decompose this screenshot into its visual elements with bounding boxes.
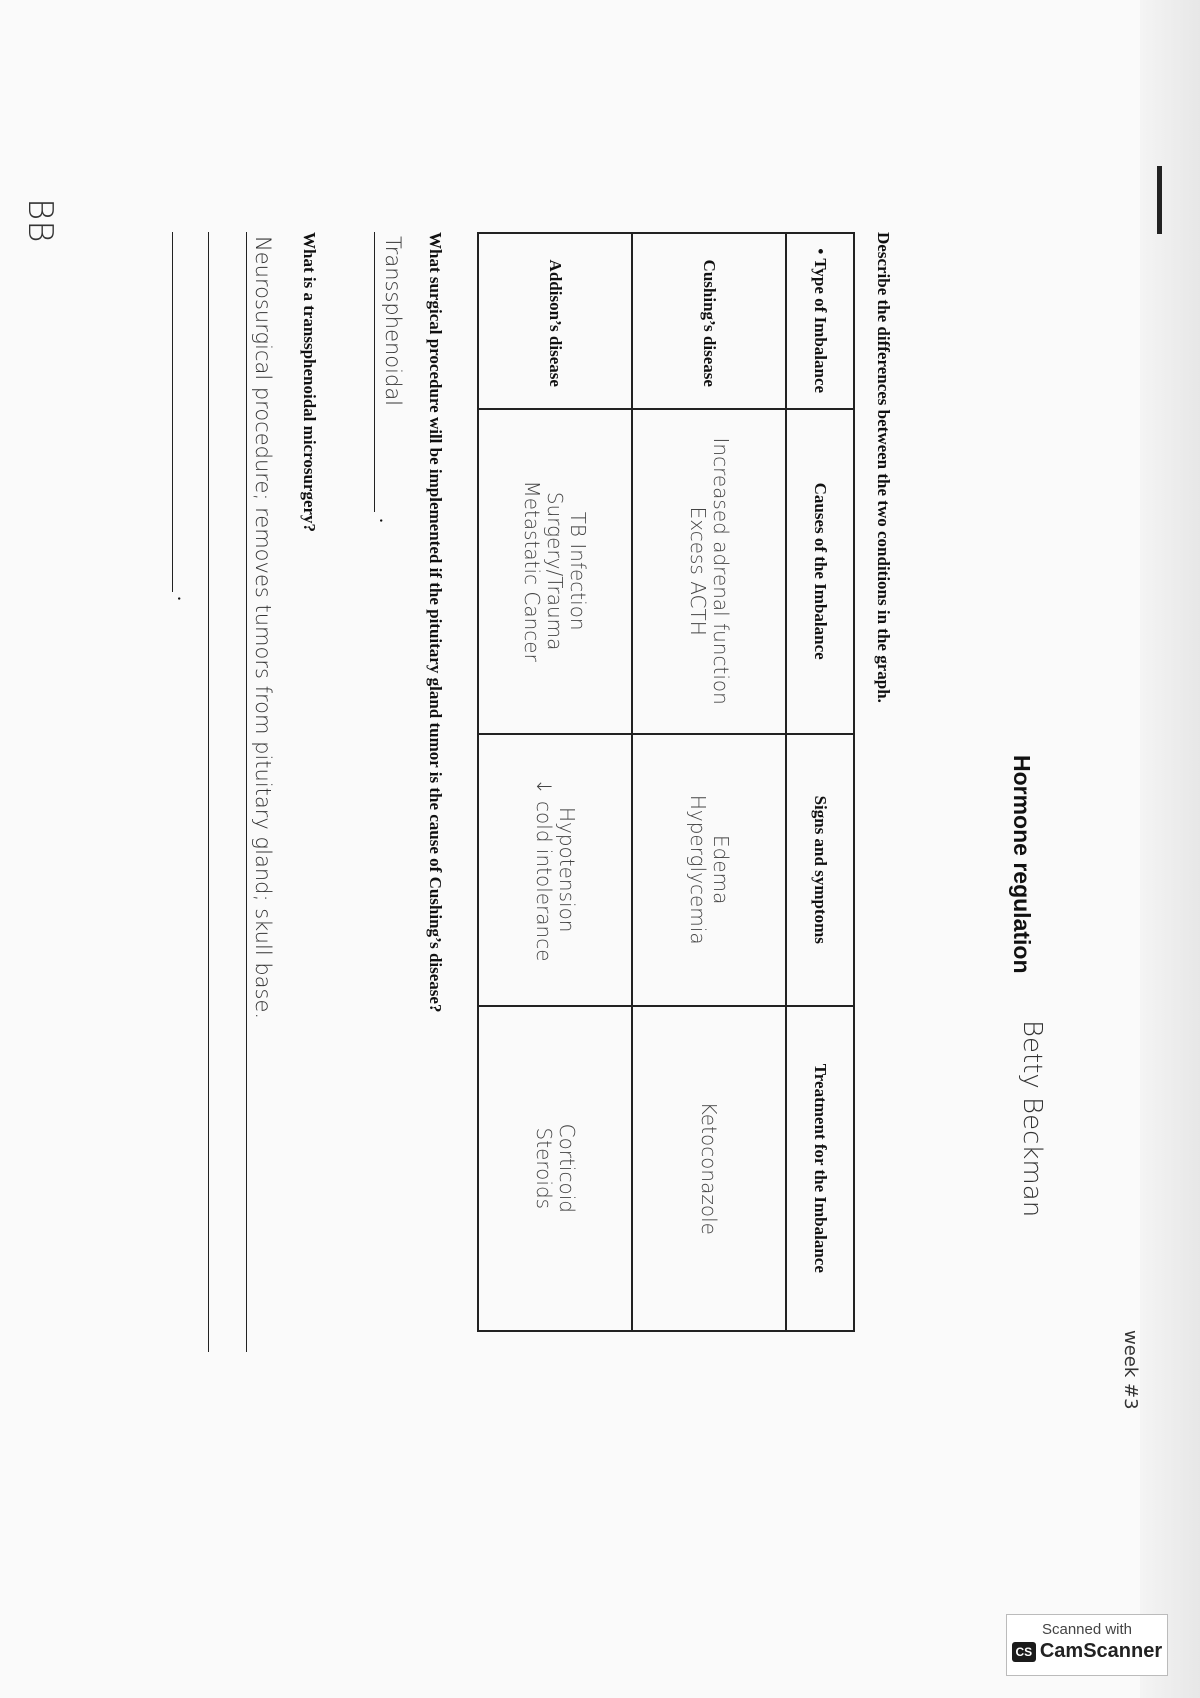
table-header-row bbox=[786, 233, 854, 1331]
handwritten-answer: Steroids bbox=[532, 1127, 556, 1210]
handwritten-answer: Hypotension bbox=[555, 806, 579, 933]
column-header-signs: Signs and symptoms bbox=[786, 734, 854, 1006]
column-header-causes: Causes of the Imbalance bbox=[786, 409, 854, 734]
cell-treatment-addisons bbox=[478, 1006, 632, 1331]
margin-mark bbox=[1157, 166, 1162, 234]
cell-signs-addisons bbox=[478, 734, 632, 1006]
handwritten-answer: Surgery/Trauma bbox=[543, 491, 568, 651]
answer-period: . bbox=[375, 518, 397, 523]
answer-period: . bbox=[173, 596, 195, 601]
answer-surgical-procedure: Transsphenoidal bbox=[381, 236, 405, 407]
handwritten-week-label: week #3 bbox=[1120, 1330, 1141, 1410]
handwritten-answer: Excess ACTH bbox=[686, 506, 710, 636]
handwritten-answer: Increased adrenal function bbox=[709, 437, 733, 705]
handwritten-answer: Metastatic Cancer bbox=[520, 480, 545, 662]
table-row-addisons bbox=[478, 233, 632, 1331]
cell-treatment-cushings bbox=[632, 1006, 786, 1331]
answer-transsphenoidal: Neurosurgical procedure; removes tumors from pituitary gland; skull base. bbox=[251, 236, 275, 1020]
handwritten-answer: Hyperglycemia bbox=[686, 794, 710, 945]
watermark-brand bbox=[1012, 1640, 1162, 1663]
handwritten-answer: TB Infection bbox=[566, 511, 591, 631]
watermark-brand-name: CamScanner bbox=[1039, 1640, 1163, 1662]
handwritten-initials: BB bbox=[20, 198, 60, 243]
answer-line bbox=[374, 232, 375, 512]
student-name: Betty Beckman bbox=[1017, 1020, 1047, 1218]
row-label-cushings: Cushing’s disease bbox=[632, 233, 786, 409]
camscanner-logo-icon: CS bbox=[1012, 1642, 1036, 1662]
answer-line bbox=[172, 232, 173, 592]
watermark-caption: Scanned with bbox=[1041, 1621, 1133, 1638]
cell-causes-addisons bbox=[478, 409, 632, 734]
question-surgical-procedure: What surgical procedure will be implemented if the pituitary gland tumor is the cause of Cushing’s disease? bbox=[426, 232, 445, 1013]
handwritten-answer: Edema bbox=[709, 835, 733, 905]
row-label-addisons: Addison’s disease bbox=[478, 233, 632, 409]
rotated-worksheet bbox=[165, 200, 1145, 1460]
cell-signs-cushings bbox=[632, 734, 786, 1006]
answer-line bbox=[208, 232, 209, 1352]
column-header-type: • Type of Imbalance bbox=[786, 233, 854, 409]
column-header-treatment: Treatment for the Imbalance bbox=[786, 1006, 854, 1331]
handwritten-answer: Ketoconazole bbox=[697, 1101, 722, 1235]
page-title: Hormone regulation bbox=[1009, 755, 1035, 974]
camscanner-watermark bbox=[1006, 1614, 1168, 1676]
table-instruction: Describe the differences between the two conditions in the graph. bbox=[874, 232, 893, 703]
cell-causes-cushings bbox=[632, 409, 786, 734]
handwritten-answer: Corticoid bbox=[555, 1123, 579, 1213]
question-transsphenoidal: What is a transsphenoidal microsurgery? bbox=[300, 232, 319, 533]
worksheet-header bbox=[975, 200, 1047, 1460]
column-header-type-label: Type of Imbalance bbox=[811, 258, 830, 394]
table-row-cushings bbox=[632, 233, 786, 1331]
conditions-table bbox=[477, 232, 855, 1332]
answer-line bbox=[246, 232, 247, 1352]
handwritten-answer: ↓ cold intolerance bbox=[532, 777, 556, 962]
paper-edge-shadow bbox=[1140, 0, 1200, 1698]
